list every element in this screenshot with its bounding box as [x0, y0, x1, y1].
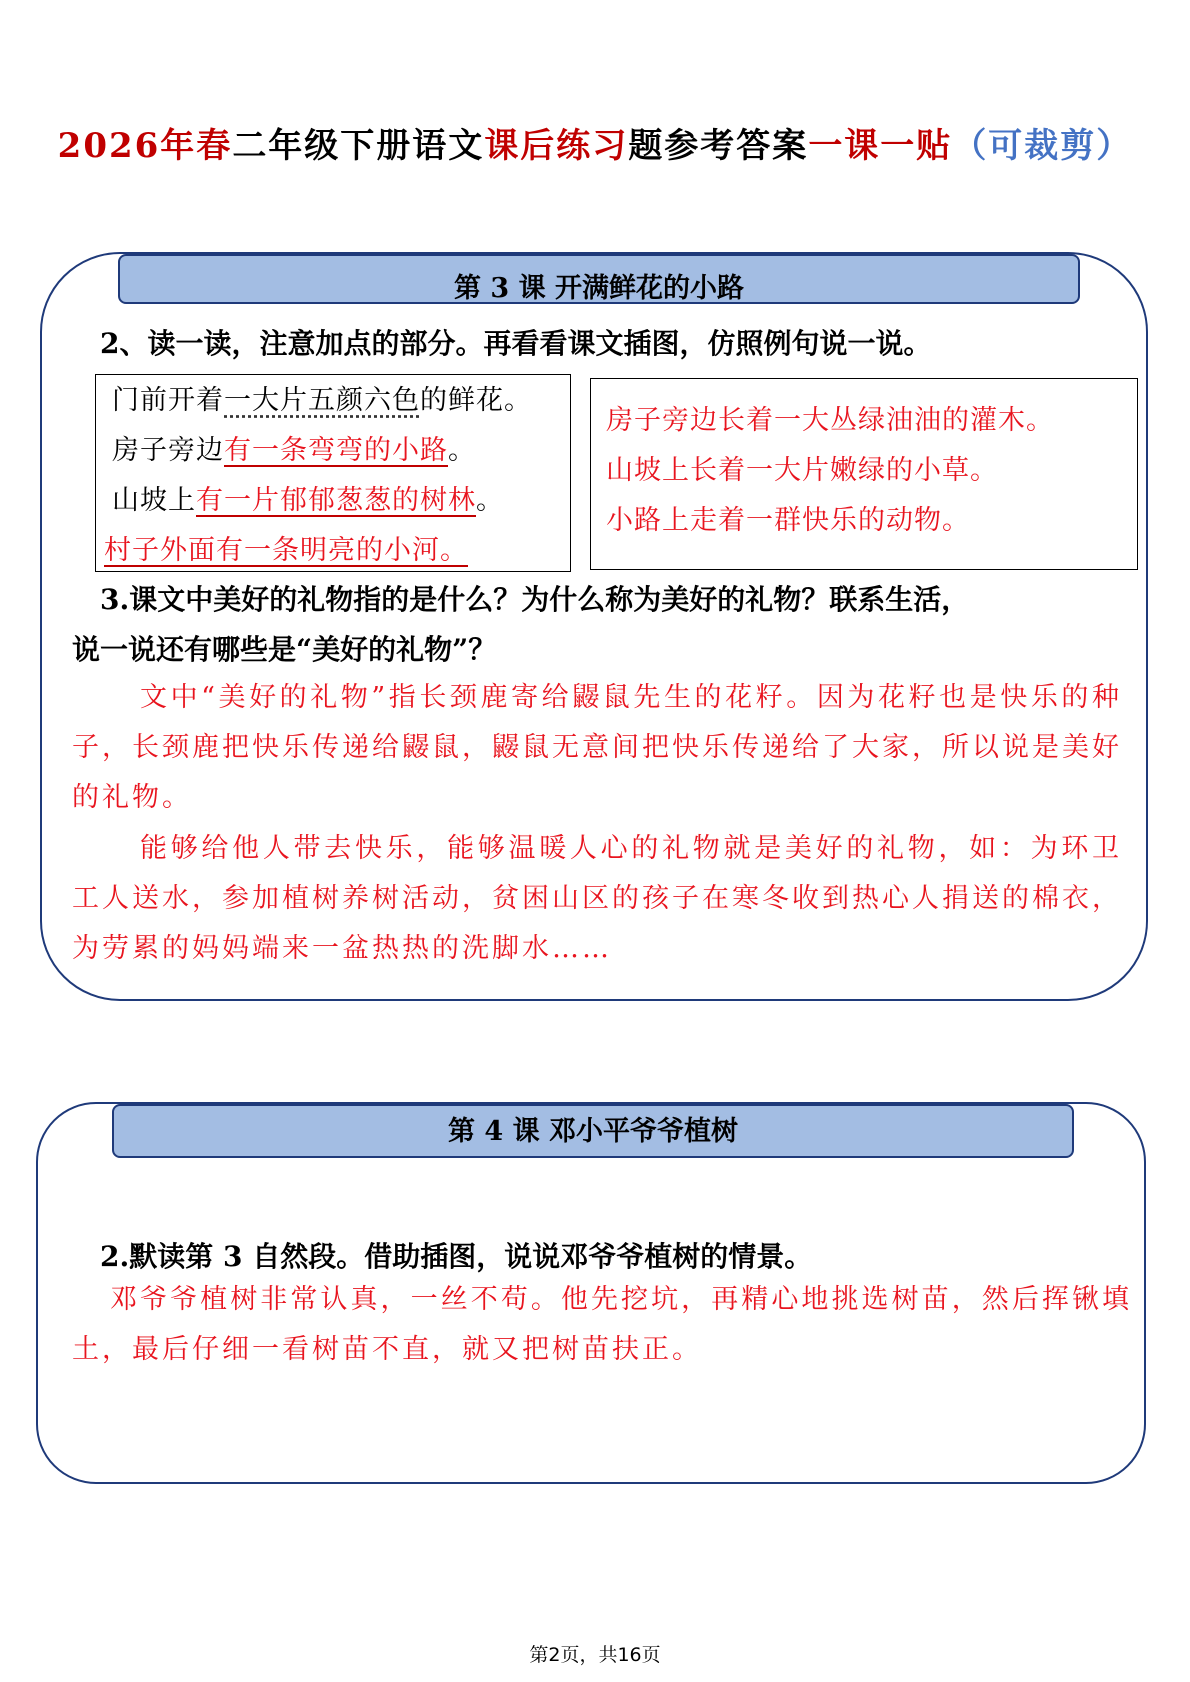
- lesson3-answer-paragraph-2: 能够给他人带去快乐，能够温暖人心的礼物就是美好的礼物，如：为环卫工人送水，参加植树养树活动，贫困山区的孩子在寒冬收到热心人捐送的棉衣，为劳累的妈妈端来一盆热热的洗脚水……: [72, 833, 1122, 964]
- answer-line-1: 房子旁边长着一大丛绿油油的灌木。: [606, 405, 1054, 436]
- lesson3-answer-paragraph-1: 文中“美好的礼物”指长颈鹿寄给鼹鼠先生的花籽。因为花籽也是快乐的种子，长颈鹿把快乐传递给鼹鼠，鼹鼠无意间把快乐传递给了大家，所以说是美好的礼物。: [72, 682, 1122, 813]
- lesson4-heading: 第 4 课 邓小平爷爷植树: [112, 1104, 1074, 1158]
- title-cuttable: （可裁剪）: [952, 126, 1133, 166]
- answer-line-3: 小路上走着一群快乐的动物。: [606, 505, 970, 536]
- example-line-3: 山坡上有一片郁郁葱葱的树林。: [112, 485, 504, 516]
- example-line-4: 村子外面有一条明亮的小河。: [104, 535, 468, 566]
- title-exercises: 课后练习: [484, 126, 629, 166]
- lesson4-answer: 邓爷爷植树非常认真，一丝不苟。他先挖坑，再精心地挑选树苗，然后挥锹填土，最后仔细一看树苗不直，就又把树苗扶正。: [72, 1284, 1132, 1365]
- title-grade: 二年级下册语文: [232, 126, 485, 166]
- lesson3-question2: 2、读一读，注意加点的部分。再看看课文插图，仿照例句说一说。: [100, 327, 932, 360]
- lesson4-question2: 2.默读第 3 自然段。借助插图，说说邓爷爷植树的情景。: [100, 1240, 813, 1273]
- page-title: [0, 118, 1190, 167]
- answer-line-2: 山坡上长着一大片嫩绿的小草。: [606, 455, 998, 486]
- title-one-sticker: 一课一贴: [808, 126, 953, 166]
- title-answers: 题参考答案: [628, 126, 809, 166]
- page-number: 第2页，共16页: [529, 1644, 661, 1666]
- example-line-2: 房子旁边有一条弯弯的小路。: [112, 435, 476, 466]
- lesson3-question3-line1: 3.课文中美好的礼物指的是什么？为什么称为美好的礼物？联系生活，: [100, 583, 970, 616]
- lesson3-heading: 第 3 课 开满鲜花的小路: [118, 254, 1080, 304]
- title-year: 2026年春: [57, 126, 233, 166]
- lesson3-question3-line2: 说一说还有哪些是“美好的礼物”？: [72, 633, 497, 666]
- example-line-1: 门前开着一大片五颜六色的鲜花。: [112, 385, 532, 416]
